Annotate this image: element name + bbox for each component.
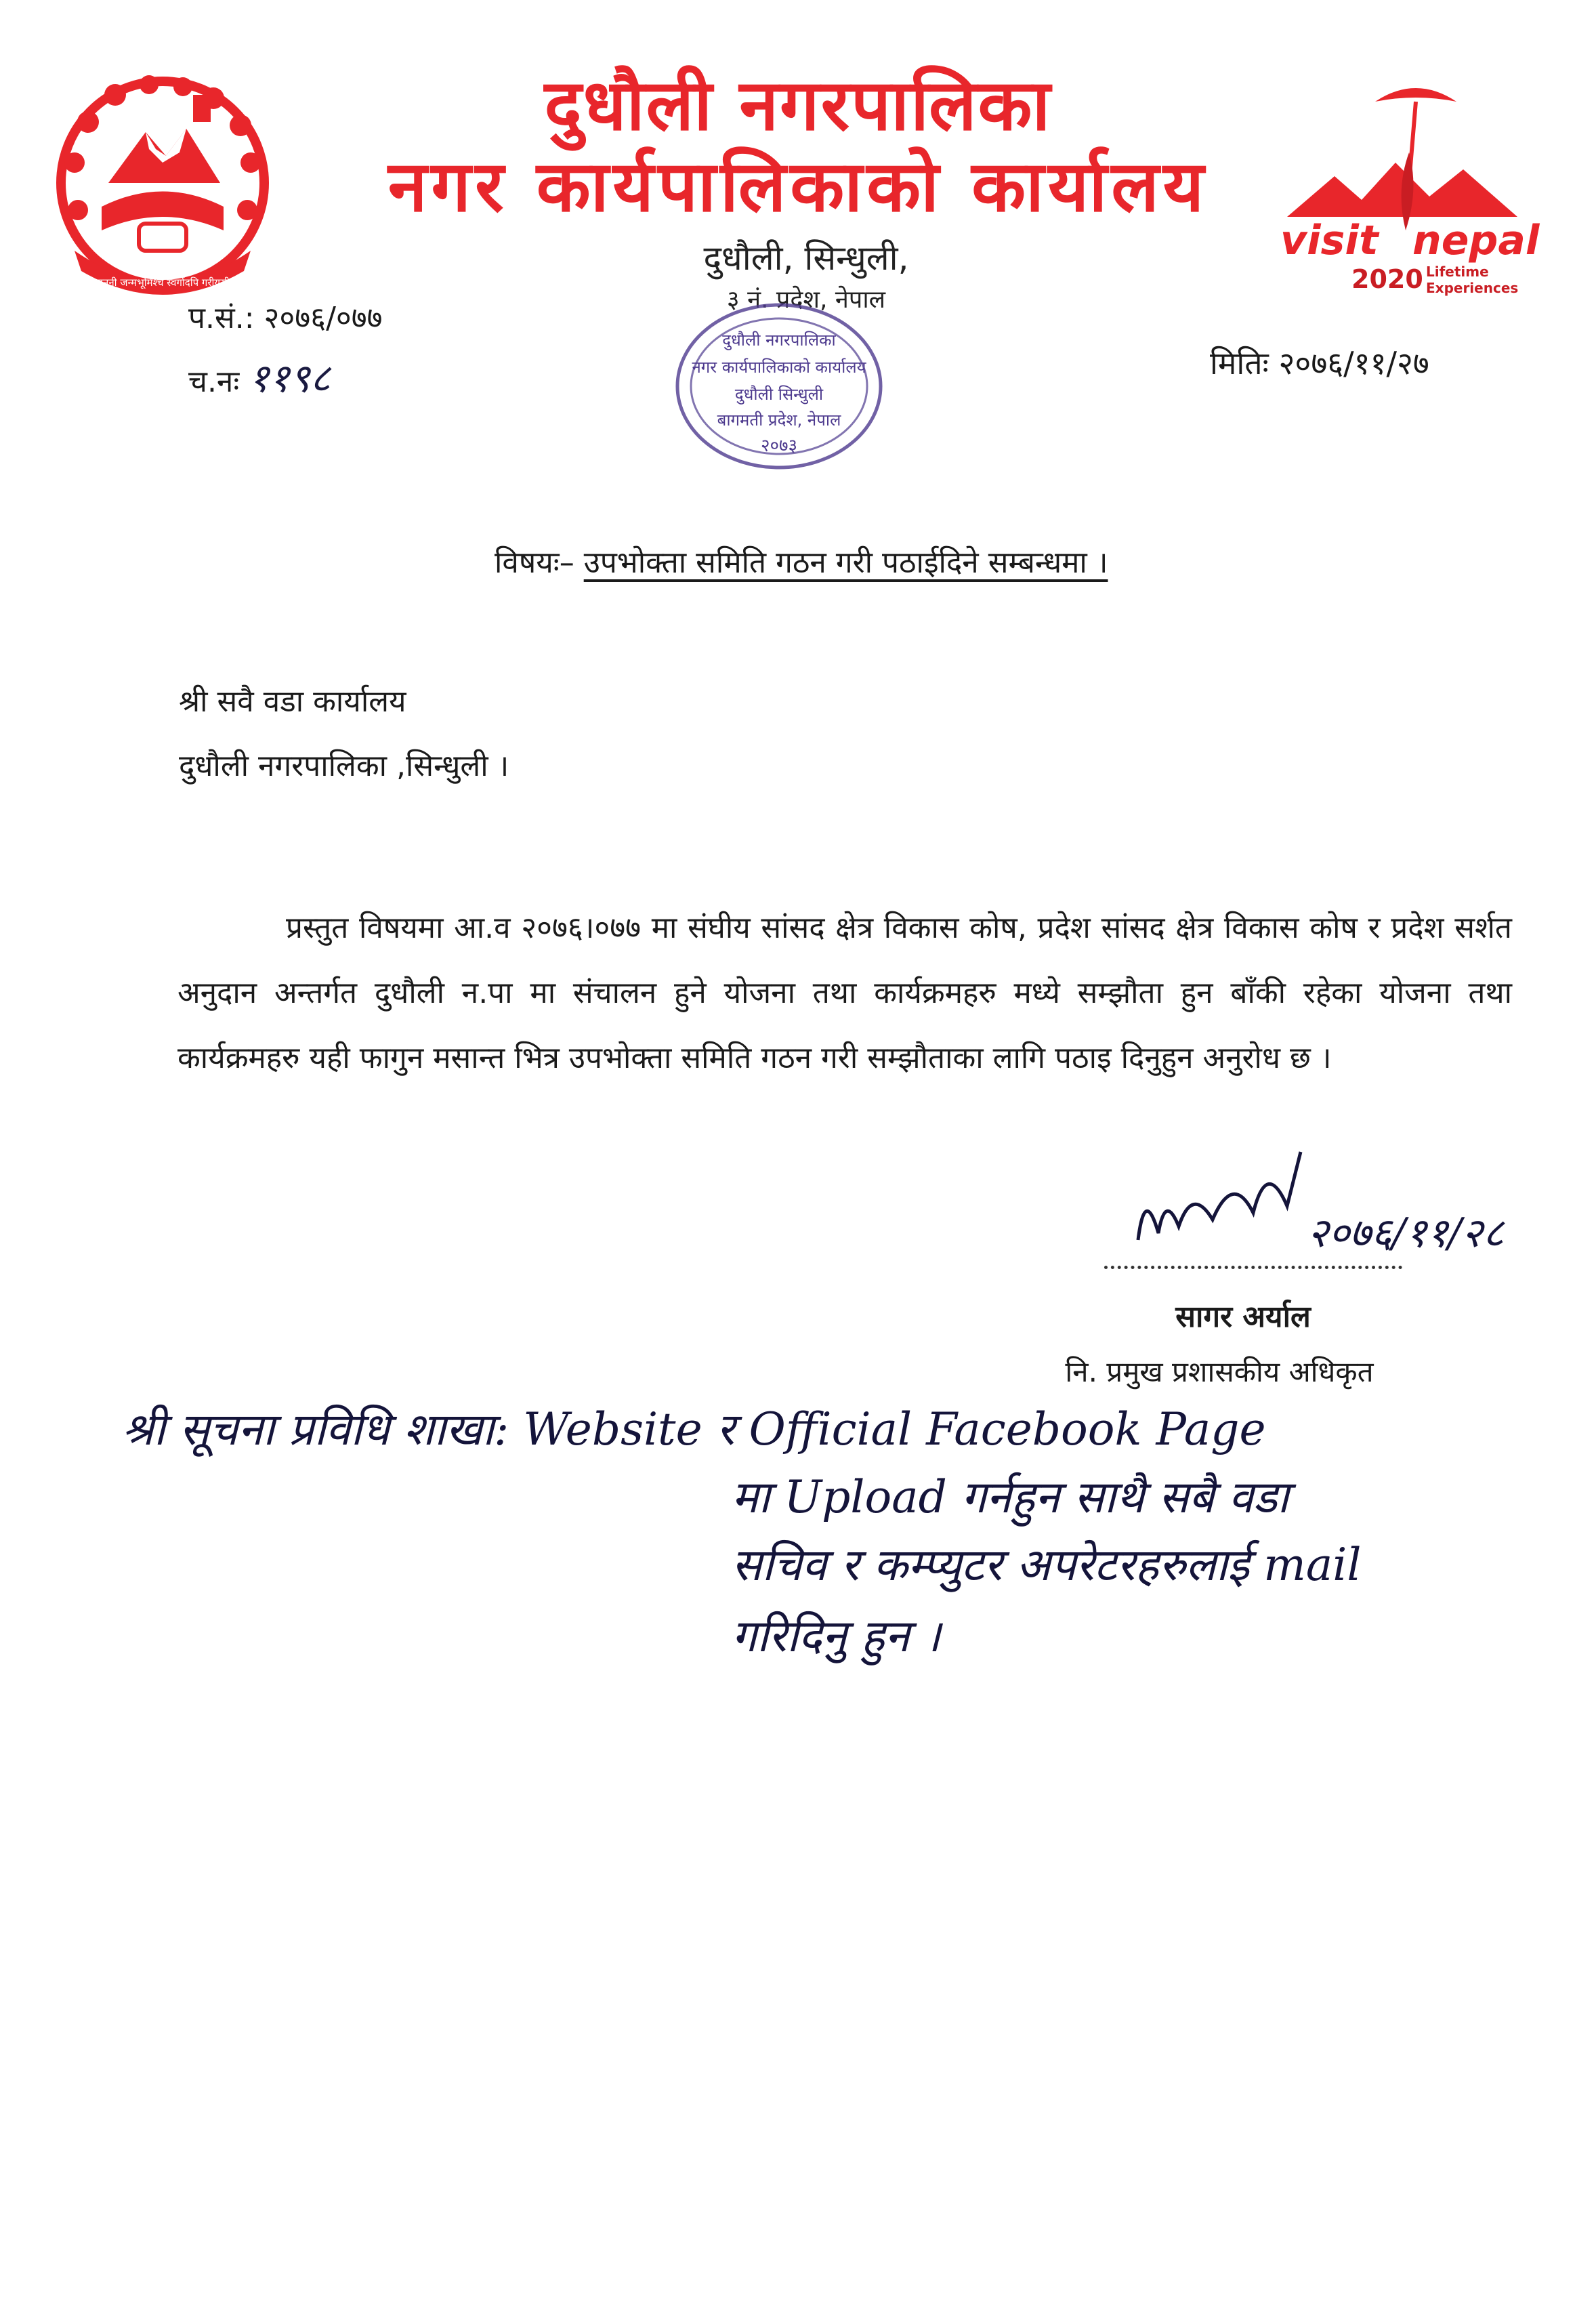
office-title-line2: नगर कार्यपालिकाको कार्यालय [387,145,1209,228]
stamp-line3: दुधौली सिन्धुली [734,385,824,404]
handwritten-note-line3: सचिव र कम्प्युटर अपरेटरहरुलाई mail [732,1539,1362,1591]
body-paragraph: प्रस्तुत विषयमा आ.व २०७६।०७७ मा संघीय सांसद क्षेत्र विकास कोष, प्रदेश सांसद क्षेत्र विकास कोष र प्रदेश सर्शत अनुदान अन्तर्गत दुधौली न.पा मा संचालन हुने योजना तथा कार्यक्रमहरु मध्ये सम्झौता हुन बाँकी रहेका योजना तथा कार्यक्रमहरु यही फागुन मसान्त भित्र उपभोक्ता समिति गठन गरी सम्झौताका लागि पठाइ दिनुहुन अनुरोध छ । [177,911,1512,1075]
patra-label: प.सं.: [188,301,255,335]
chalani-value: ११९८ [249,355,331,401]
address-line1: दुधौली, सिन्धुली, [703,239,909,278]
emblem-motto: जननी जन्मभूमिश्च स्वर्गादपि गरीयसी [95,276,230,289]
visit-logo-year: 2020 [1351,264,1423,294]
signer-name: सागर अर्याल [1175,1300,1311,1334]
subject-line [495,542,1108,584]
patra-value: २०७६/०७७ [264,301,383,335]
chalani-number [188,355,331,402]
stamp-line4: बागमती प्रदेश, नेपाल [717,411,841,430]
stamp-line2: नगर कार्यपालिकाको कार्यालय [692,358,866,377]
subject-label: विषयः– [495,545,574,580]
letter-date [1210,343,1429,384]
addressee-line1: श्री सवै वडा कार्यालय [179,684,406,719]
date-label: मितिः [1210,345,1269,381]
date-value: २०७६/११/२७ [1278,345,1429,381]
visit-logo-tagline2: Experiences [1426,280,1519,296]
chalani-label: च.नः [188,365,240,399]
handwritten-note-line4: गरिदिनु हुन । [732,1610,941,1662]
signature-date: २०७६/११/२८ [1307,1209,1505,1257]
signer-title: नि. प्रमुख प्रशासकीय अधिकृत [1065,1355,1374,1388]
stamp-year: २०७३ [760,436,798,456]
address-line2: ३ नं. प्रदेश, नेपाल [726,286,886,314]
office-stamp [650,271,908,501]
visit-nepal-2020-logo [1274,75,1540,305]
handwritten-note-line2: मा Upload गर्नहुन साथै सबै वडा [732,1471,1289,1523]
signature-line [1104,1266,1402,1269]
subject-text: उपभोक्ता समिति गठन गरी पठाईदिने सम्बन्धमा । [583,545,1108,580]
visit-logo-tagline1: Lifetime [1426,264,1489,280]
visit-logo-word2: nepal [1412,217,1540,264]
addressee-line2: दुधौली नगरपालिका ,सिन्धुली । [179,749,509,783]
stamp-line1: दुधौली नगरपालिका [722,331,836,350]
patra-sankhya [188,298,383,339]
signature-scribble [1125,1145,1505,1281]
handwritten-note-line1: श्री सूचना प्रविधि शाखा: Website र Official Facebook Page [122,1403,1266,1455]
visit-logo-word1: visit [1280,217,1379,264]
office-title-line1: दुधौली नगरपालिका [544,64,1052,146]
